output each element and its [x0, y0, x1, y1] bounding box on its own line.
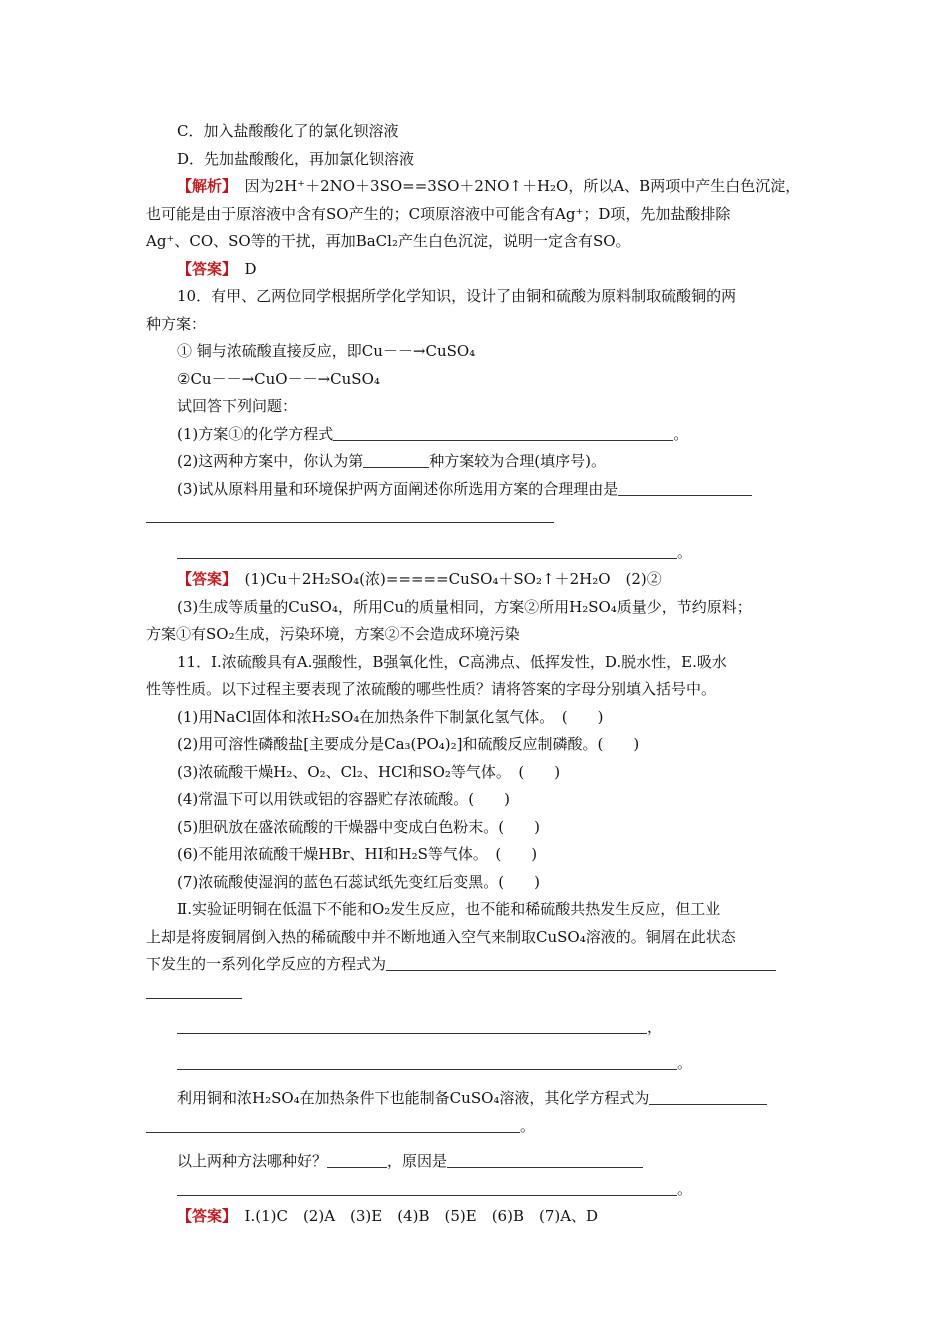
q10-prompt: 试回答下列问题： — [177, 397, 298, 415]
q11-part2-1: Ⅱ.实验证明铜在低温下不能和O₂发生反应，也不能和稀硫酸共热发生反应，但工业 — [177, 900, 721, 918]
answer-blank[interactable] — [177, 540, 677, 559]
analysis-text-1: 因为2H⁺＋2NO＋3SO==3SO＋2NO↑＋H₂O，所以A、B两项中产生白色沉淀， — [244, 177, 801, 195]
answer-blank[interactable] — [333, 422, 673, 441]
answer-blank[interactable] — [363, 449, 429, 468]
q10-sub-2-text-b: 种方案较为合理(填序号)。 — [429, 452, 606, 470]
q11-item-6: (6)不能用浓硫酸干燥HBr、HI和H₂S等气体。 ( ) — [177, 845, 538, 863]
q11-item-3: (3)浓硫酸干燥H₂、O₂、Cl₂、HCl和SO₂等气体。 ( ) — [177, 762, 561, 781]
option-d: D．先加盐酸酸化，再加氯化钡溶液 — [177, 149, 415, 168]
q11-item-2: (2)用可溶性磷酸盐[主要成分是Ca₃(PO₄)₂]和硫酸反应制磷酸。( ) — [177, 735, 640, 753]
answer-blank[interactable] — [146, 504, 554, 523]
answer-blank[interactable] — [386, 952, 776, 971]
document-page — [0, 118, 950, 1231]
q11-item-1: (1)用NaCl固体和浓H₂SO₄在加热条件下制氯化氢气体。 ( ) — [177, 707, 604, 726]
answer-blank[interactable] — [447, 1149, 643, 1168]
period: 。 — [677, 1053, 693, 1072]
answer-blank[interactable] — [177, 1177, 677, 1196]
q10-answer-line-1 — [0, 566, 950, 594]
option-c: C．加入盐酸酸化了的氯化钡溶液 — [177, 122, 399, 140]
q11-compare-text-a: 以上两种方法哪种好？ — [177, 1152, 328, 1170]
answer-blank[interactable] — [146, 1114, 520, 1133]
q10-plan-2: ②Cu－－→CuO－－→CuSO₄ — [177, 369, 380, 388]
q11-compare-blank — [0, 1176, 950, 1204]
analysis-line-3: Ag⁺、CO、SO等的干扰，再加BaCl₂产生白色沉淀，说明一定含有SO。 — [146, 232, 631, 250]
q10-answer-line-2: (3)生成等质量的CuSO₄，所用Cu的质量相同，方案②所用H₂SO₄质量少，节约原料； — [177, 597, 752, 616]
q11-stem-1: 11．Ⅰ.浓硫酸具有A.强酸性，B强氧化性，C高沸点、低挥发性，D.脱水性，E.吸水 — [177, 652, 727, 671]
answer-blank[interactable] — [327, 1149, 387, 1168]
q11-heat-blank — [0, 1113, 950, 1141]
q10-answer-1: (1)Cu＋2H₂SO₄(浓)=====CuSO₄＋SO₂↑＋2H₂O (2)② — [244, 570, 662, 588]
q11-heat-line — [0, 1085, 950, 1113]
q9-answer-line — [0, 256, 950, 284]
q11-compare-line — [0, 1148, 950, 1176]
q11-blank-line-3 — [0, 1050, 950, 1078]
answer-blank[interactable] — [618, 477, 752, 496]
answer-tag: 【答案】 — [177, 259, 230, 278]
analysis-tag: 【解析】 — [177, 177, 230, 195]
period: 。 — [677, 542, 693, 561]
q10-sub-2-text-a: (2)这两种方案中，你认为第 — [177, 452, 364, 470]
q10-answer-line-3: 方案①有SO₂生成，污染环境，方案②不会造成环境污染 — [146, 625, 520, 643]
q11-item-7: (7)浓硫酸使湿润的蓝色石蕊试纸先变红后变黑。( ) — [177, 872, 540, 891]
period: 。 — [520, 1116, 536, 1135]
q11-part2-3 — [0, 951, 950, 979]
answer-tag: 【答案】 — [177, 570, 230, 588]
analysis-line-1 — [0, 173, 950, 201]
analysis-line-2: 也可能是由于原溶液中含有SO产生的；C项原溶液中可能含有Ag⁺；D项，先加盐酸排除 — [146, 204, 731, 223]
q11-blank-line-2 — [0, 1014, 950, 1042]
answer-blank[interactable] — [177, 1051, 677, 1070]
q11-part2-3-text: 下发生的一系列化学反应的方程式为 — [146, 955, 387, 973]
q11-heat-text: 利用铜和浓H₂SO₄在加热条件下也能制备CuSO₄溶液，其化学方程式为 — [177, 1089, 650, 1107]
period: 。 — [677, 1179, 693, 1198]
q10-sub-1 — [0, 421, 950, 449]
q10-sub-1-text: (1)方案①的化学方程式 — [177, 424, 334, 443]
q10-stem-1: 10．有甲、乙两位同学根据所学化学知识，设计了由铜和硫酸为原料制取硫酸铜的两 — [177, 287, 737, 305]
answer-blank[interactable] — [146, 980, 242, 999]
q10-blank-line-2 — [0, 539, 950, 567]
q11-item-4: (4)常温下可以用铁或铝的容器贮存浓硫酸。( ) — [177, 790, 510, 808]
q10-plan-1: ① 铜与浓硫酸直接反应，即Cu－－→CuSO₄ — [177, 342, 476, 360]
q9-answer: D — [244, 259, 257, 278]
answer-blank[interactable] — [177, 1015, 647, 1034]
q11-answer: Ⅰ.(1)C (2)A (3)E (4)B (5)E (6)B (7)A、D — [244, 1207, 599, 1225]
period: 。 — [673, 424, 689, 443]
q11-item-5: (5)胆矾放在盛浓硫酸的干燥器中变成白色粉末。( ) — [177, 817, 540, 836]
answer-blank[interactable] — [649, 1086, 767, 1105]
comma: ， — [647, 1018, 663, 1036]
q10-blank-line-1 — [0, 503, 950, 531]
q11-blank-line-1 — [0, 979, 950, 1007]
q10-sub-3-text: (3)试从原料用量和环境保护两方面阐述你所选用方案的合理理由是 — [177, 479, 619, 498]
q11-compare-text-b: ，原因是 — [387, 1152, 448, 1170]
q10-sub-2 — [0, 448, 950, 476]
q10-sub-3 — [0, 476, 950, 504]
q10-stem-2: 种方案： — [146, 314, 207, 333]
q11-stem-2: 性等性质。以下过程主要表现了浓硫酸的哪些性质？请将答案的字母分别填入括号中。 — [146, 680, 717, 698]
q11-part2-2: 上却是将废铜屑倒入热的稀硫酸中并不断地通入空气来制取CuSO₄溶液的。铜屑在此状态 — [146, 927, 736, 946]
answer-tag: 【答案】 — [177, 1207, 230, 1225]
q11-answer-line — [0, 1203, 950, 1231]
